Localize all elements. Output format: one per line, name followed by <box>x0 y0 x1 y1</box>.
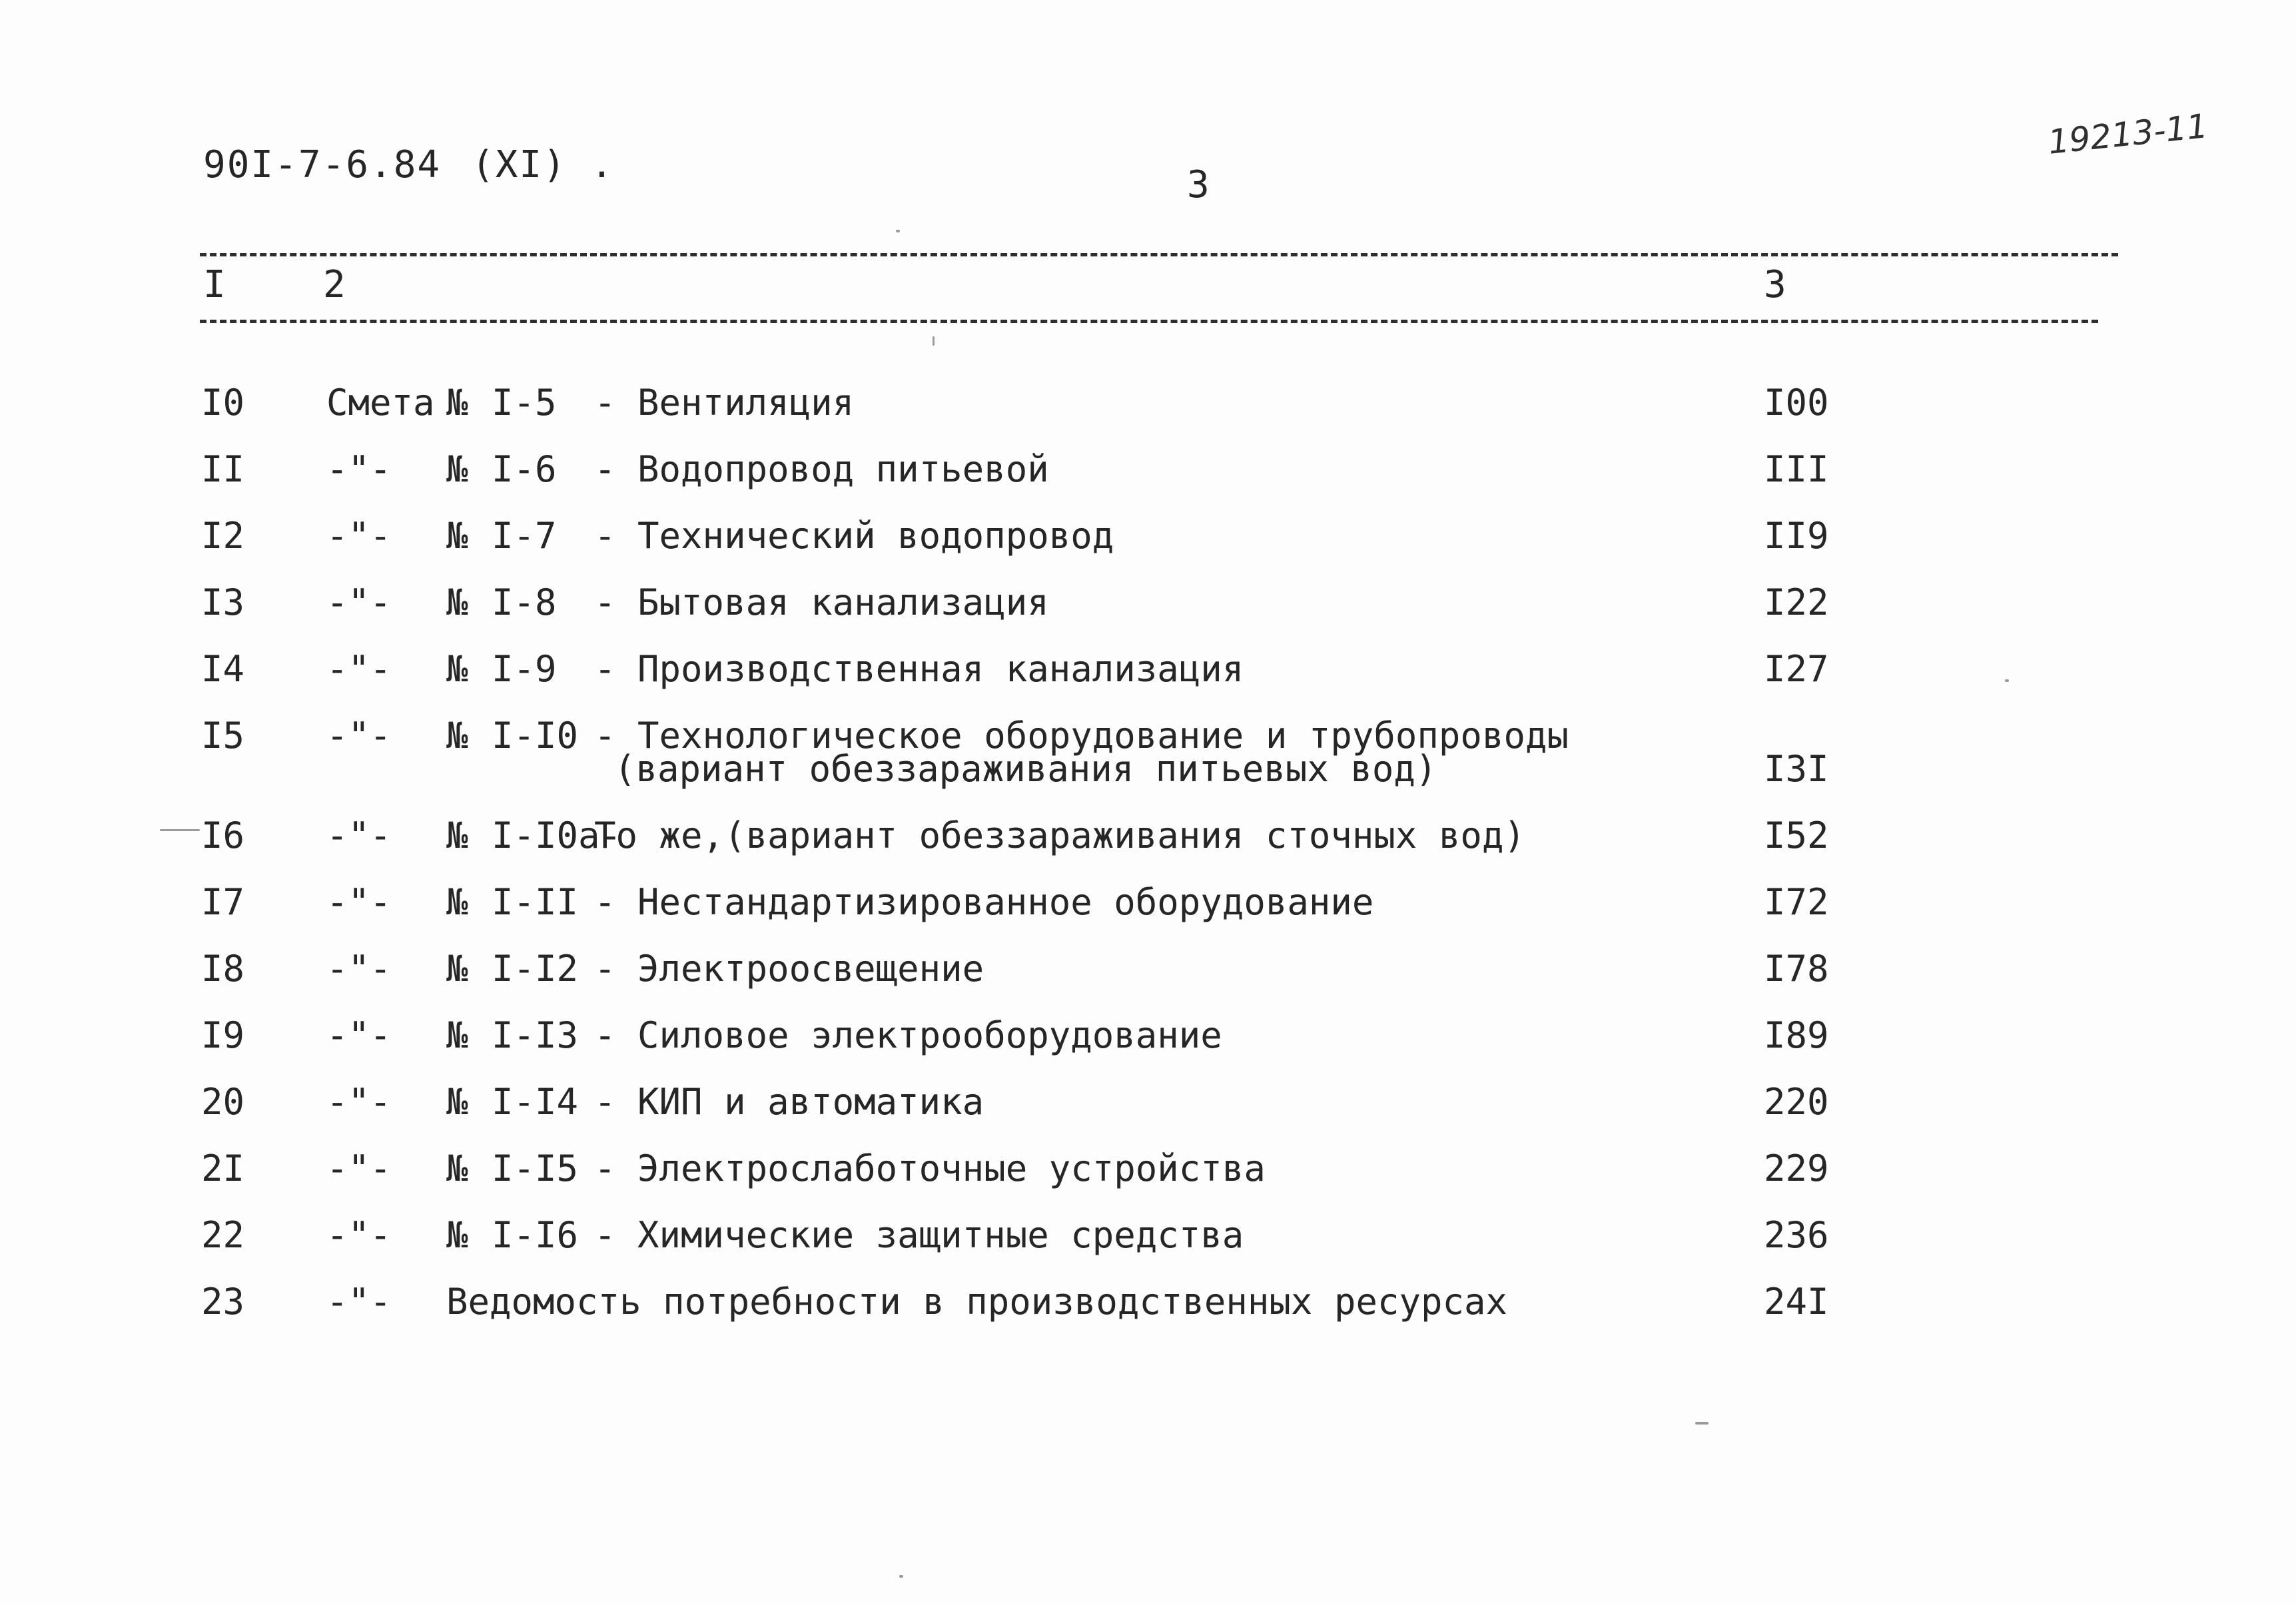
page-reference: I27 <box>1764 648 1829 690</box>
document-part: (XI) . <box>472 143 615 186</box>
number-sign: № <box>446 1014 468 1056</box>
row-description <box>446 1282 1507 1322</box>
table-row <box>0 450 2296 503</box>
description-line: - Водопровод питьевой <box>594 448 1049 490</box>
number-sign: № <box>446 648 468 690</box>
scan-speck <box>2005 679 2009 682</box>
document-kind: -"- <box>326 448 392 490</box>
page-reference: 229 <box>1764 1147 1829 1189</box>
estimate-code: I-I4 <box>492 1081 579 1123</box>
row-description <box>594 383 854 423</box>
description-line: - Вентиляция <box>594 382 855 424</box>
estimate-code: I-I0а- <box>492 814 622 856</box>
document-code: 90I-7-6.84 <box>203 143 442 186</box>
estimate-code: I-7 <box>492 515 557 557</box>
row-description <box>594 949 984 989</box>
document-kind: -"- <box>326 948 392 990</box>
number-sign: № <box>446 1081 468 1123</box>
page-reference: I89 <box>1764 1014 1829 1056</box>
page-reference: I78 <box>1764 948 1829 990</box>
document-kind: -"- <box>326 1147 392 1189</box>
page-reference: II9 <box>1764 515 1829 557</box>
estimate-code: I-I6 <box>492 1214 579 1256</box>
description-line: - Технический водопровод <box>594 515 1114 557</box>
row-description <box>594 649 1244 689</box>
row-description <box>594 1149 1266 1189</box>
row-description <box>594 1215 1244 1255</box>
scan-speck <box>1695 1422 1709 1425</box>
row-description <box>594 1082 984 1122</box>
table-row <box>0 715 2296 790</box>
scan-speck <box>899 1575 903 1578</box>
estimate-code: I-I5 <box>492 1147 579 1189</box>
number-sign: № <box>446 814 468 856</box>
row-number: I9 <box>201 1014 245 1056</box>
description-line: - Производственная канализация <box>594 648 1244 690</box>
document-kind: -"- <box>326 881 392 923</box>
table-row <box>0 516 2296 569</box>
row-number: I8 <box>201 948 245 990</box>
number-sign: № <box>446 881 468 923</box>
table-row <box>0 882 2296 936</box>
document-kind: -"- <box>326 1081 392 1123</box>
description-line: - Электрослаботочные устройства <box>594 1147 1266 1189</box>
page-reference: I72 <box>1764 881 1829 923</box>
number-sign: № <box>446 1214 468 1256</box>
row-number: 20 <box>201 1081 245 1123</box>
estimate-code: I-II <box>492 881 579 923</box>
row-number: 23 <box>201 1281 245 1323</box>
row-description <box>594 882 1373 922</box>
row-number: I2 <box>201 515 245 557</box>
row-description <box>594 716 1569 789</box>
number-sign: № <box>446 448 468 490</box>
row-number: I6 <box>201 814 245 856</box>
description-line: - Электроосвещение <box>594 948 984 990</box>
row-number: 2I <box>201 1147 245 1189</box>
page-reference: I3I <box>1764 748 1829 790</box>
page-reference: 220 <box>1764 1081 1829 1123</box>
row-description <box>594 583 1049 623</box>
estimate-code: I-5 <box>492 382 557 424</box>
document-kind: Смета <box>326 382 435 424</box>
number-sign: № <box>446 581 468 623</box>
description-line: То же,(вариант обеззараживания сточных вод) <box>594 814 1525 856</box>
column-header-3: 3 <box>1764 263 1786 306</box>
description-line: - Силовое электрооборудование <box>594 1014 1222 1056</box>
inventory-number: 19213-11 <box>2046 106 2210 162</box>
number-sign: № <box>446 715 468 757</box>
document-kind: -"- <box>326 1214 392 1256</box>
estimate-code: I-9 <box>492 648 557 690</box>
table-top-rule <box>200 253 2118 256</box>
row-description <box>594 816 1525 856</box>
document-kind: -"- <box>326 515 392 557</box>
table-row <box>0 583 2296 636</box>
table-row <box>0 1149 2296 1202</box>
number-sign: № <box>446 382 468 424</box>
estimate-code: I-I2 <box>492 948 579 990</box>
row-description <box>594 516 1114 556</box>
table-row <box>0 949 2296 1002</box>
document-kind: -"- <box>326 814 392 856</box>
page-reference: 24I <box>1764 1281 1829 1323</box>
table-row <box>0 816 2296 869</box>
number-sign: № <box>446 1147 468 1189</box>
row-number: I7 <box>201 881 245 923</box>
row-number: I3 <box>201 581 245 623</box>
page-reference: III <box>1764 448 1829 490</box>
estimate-code: I-8 <box>492 581 557 623</box>
document-kind: -"- <box>326 581 392 623</box>
scan-speck <box>896 230 900 232</box>
row-description <box>594 450 1049 489</box>
estimate-code: I-6 <box>492 448 557 490</box>
table-row <box>0 649 2296 703</box>
page-reference: I00 <box>1764 382 1829 424</box>
row-number: I0 <box>201 382 245 424</box>
row-number: I5 <box>201 715 245 757</box>
estimate-code: I-I0 <box>492 715 579 757</box>
table-row <box>0 383 2296 436</box>
document-kind: -"- <box>326 1014 392 1056</box>
page-reference: I22 <box>1764 581 1829 623</box>
table-header-rule <box>200 320 2098 323</box>
number-sign: № <box>446 515 468 557</box>
table-row <box>0 1082 2296 1135</box>
description-line: - Бытовая канализация <box>594 581 1049 623</box>
column-header-1: I <box>203 263 226 306</box>
row-number: 22 <box>201 1214 245 1256</box>
number-sign: № <box>446 948 468 990</box>
description-line: - Химические защитные средства <box>594 1214 1244 1256</box>
document-kind: -"- <box>326 715 392 757</box>
document-kind: -"- <box>326 648 392 690</box>
description-continuation: (вариант обеззараживания питьевых вод) <box>614 748 1437 790</box>
table-row <box>0 1282 2296 1335</box>
page-reference: 236 <box>1764 1214 1829 1256</box>
document-kind: -"- <box>326 1281 392 1323</box>
description-line: Ведомость потребности в производственных ресурсах <box>446 1281 1508 1323</box>
estimate-code: I-I3 <box>492 1014 579 1056</box>
row-number: II <box>201 448 245 490</box>
page-number: 3 <box>1187 163 1210 206</box>
description-line: - КИП и автоматика <box>594 1081 984 1123</box>
scan-speck <box>160 829 200 831</box>
description-line: - Технологическое оборудование и трубопроводы <box>594 715 1569 757</box>
scan-speck <box>933 336 935 346</box>
row-description <box>594 1016 1222 1056</box>
page-reference: I52 <box>1764 814 1829 856</box>
table-row <box>0 1215 2296 1269</box>
description-line: - Нестандартизированное оборудование <box>594 881 1374 923</box>
row-number: I4 <box>201 648 245 690</box>
table-row <box>0 1016 2296 1069</box>
column-header-2: 2 <box>323 263 346 306</box>
